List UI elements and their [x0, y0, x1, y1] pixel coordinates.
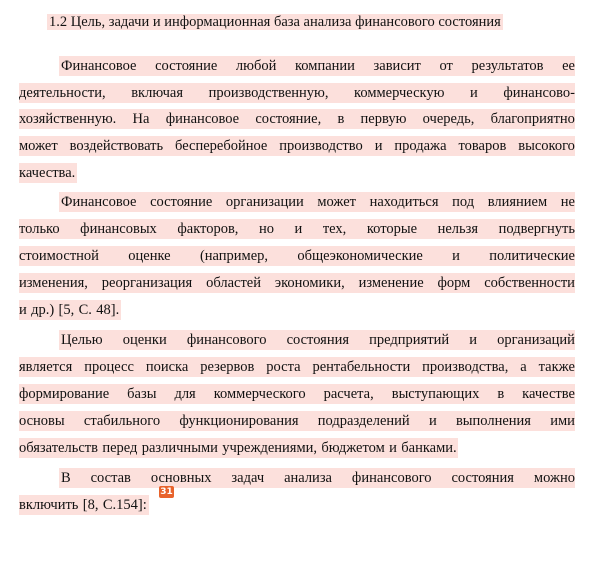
- paragraph-line-text: хозяйственную. На финансовое состояние, в первую очередь, благоприятно: [19, 111, 575, 127]
- paragraph-line-text: формирование базы для коммерческого расчета, выступающих в качестве: [19, 386, 575, 402]
- paragraph-line: [19, 189, 575, 215]
- paragraph-line-text: Финансовое состояние любой компании зависит от результатов ее: [61, 58, 575, 74]
- paragraph-line-text: включить [8, С.154]:: [19, 497, 147, 513]
- comment-count-badge[interactable]: 31: [160, 487, 173, 497]
- paragraph-line: [19, 160, 575, 186]
- section-heading: [47, 12, 503, 32]
- paragraph-line-text: Финансовое состояние организации может находиться под влиянием не: [61, 194, 575, 210]
- paragraph-line-text: стоимостной оценке (например, общеэкономические и политические: [19, 248, 575, 264]
- paragraph-line-text: В состав основных задач анализа финансового состояния можно: [61, 470, 575, 486]
- paragraph-line: [19, 408, 575, 434]
- paragraph-line-text: является процесс поиска резервов роста рентабельности производства, а также: [19, 359, 575, 375]
- section-heading-text: 1.2 Цель, задачи и информационная база анализа финансового состояния: [49, 14, 501, 30]
- paragraph-line: [19, 354, 575, 380]
- paragraph-line: [19, 80, 575, 106]
- paragraph-line: [19, 492, 575, 518]
- paragraph-line: [19, 270, 575, 296]
- paragraph-line-text: только финансовых факторов, но и тех, которые нельзя подвергнуть: [19, 221, 575, 237]
- paragraph-line-text: и др.) [5, С. 48].: [19, 302, 120, 318]
- paragraph-line: [19, 297, 575, 323]
- paragraph-line-text: основы стабильного функционирования подразделений и выполнения ими: [19, 413, 575, 429]
- paragraph-line: [19, 106, 575, 132]
- paragraph-line-text: деятельности, включая производственную, коммерческую и финансово-: [19, 85, 575, 101]
- paragraph-line: [19, 465, 575, 491]
- paragraph-line: [19, 133, 575, 159]
- paragraph-line-text: обязательств перед различными учреждениями, бюджетом и банками.: [19, 440, 457, 456]
- paragraph-line: [19, 381, 575, 407]
- paragraph-line-text: Целью оценки финансового состояния предприятий и организаций: [61, 332, 575, 348]
- paragraph-line: [19, 243, 575, 269]
- paragraph-line: [19, 216, 575, 242]
- paragraph-line: [19, 327, 575, 353]
- paragraph-line: [19, 435, 575, 461]
- paragraph-line-text: качества.: [19, 165, 76, 181]
- paragraph-line: [19, 53, 575, 79]
- paragraph-line-text: изменения, реорганизация областей экономики, изменение форм собственности: [19, 275, 575, 291]
- paragraph-line-text: может воздействовать бесперебойное производство и продажа товаров высокого: [19, 138, 575, 154]
